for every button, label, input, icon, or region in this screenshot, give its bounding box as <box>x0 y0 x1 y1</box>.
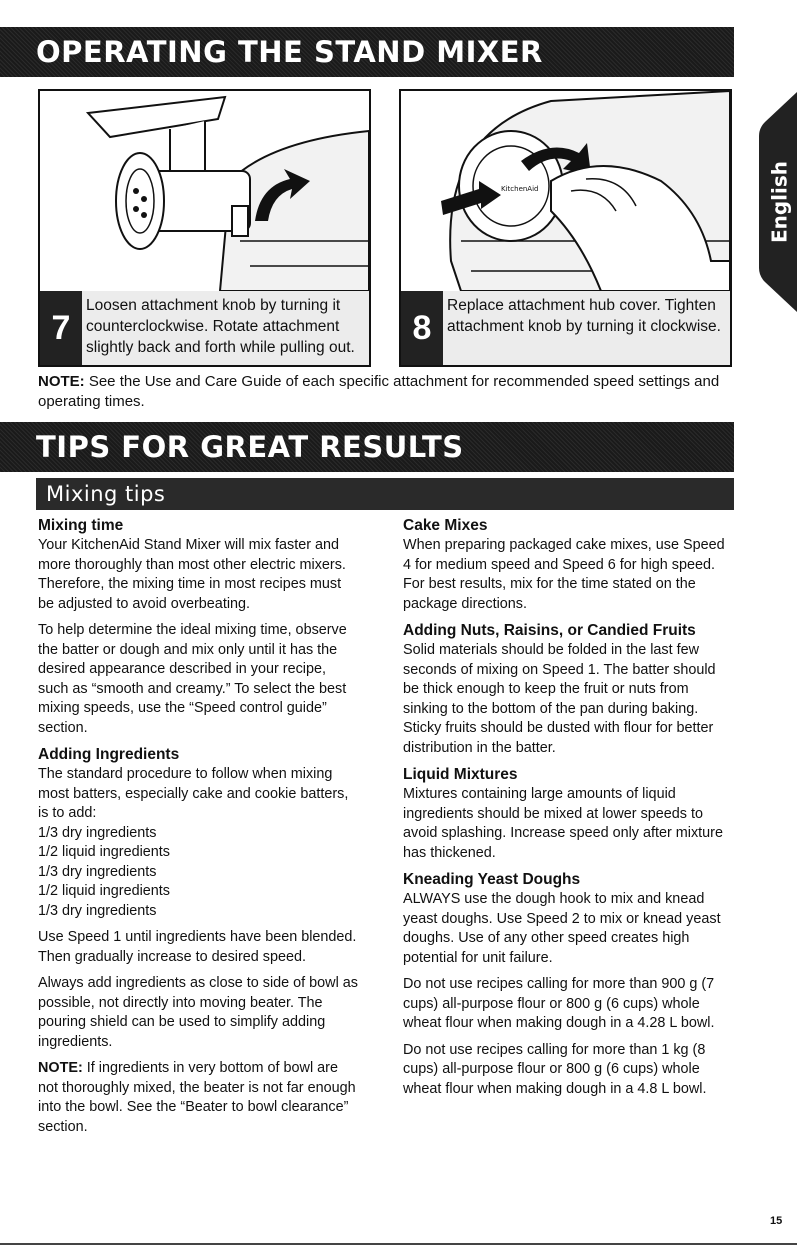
right-column <box>403 516 733 1106</box>
language-tab-label: English <box>767 160 792 244</box>
cake-mixes-heading: Cake Mixes <box>403 517 488 534</box>
step-8-number: 8 <box>401 291 443 365</box>
list-item: 1/3 dry ingredients <box>38 863 157 880</box>
kneading-paragraph-2: Do not use recipes calling for more than 900 g (7 cups) all-purpose flour or 800 g (6 cups) whole wheat flour when making dough in a 4.28 L bowl. <box>403 976 715 1031</box>
adding-ingredients-paragraph-1: The standard procedure to follow when mixing most batters, especially cake and cookie batters, is to add: <box>38 766 349 821</box>
step-8-caption <box>401 291 730 365</box>
section-title-operating: OPERATING THE STAND MIXER <box>0 27 734 77</box>
attachment-note <box>38 372 738 412</box>
liquid-mixtures-paragraph: Mixtures containing large amounts of liquid ingredients should be mixed at lower speeds to avoid splashing. Increase speed only after mixture has thickened. <box>403 786 723 861</box>
kneading-heading: Kneading Yeast Doughs <box>403 871 581 888</box>
nuts-paragraph: Solid materials should be folded in the last few seconds of mixing on Speed 1. The batter should be thick enough to keep the fruit or nuts from sinking to the bottom of the pan during baking. Sticky fruits should be dusted with flour for better distribution in the batter. <box>403 642 716 756</box>
mixing-time-heading: Mixing time <box>38 517 124 534</box>
note-label: NOTE: <box>38 373 85 390</box>
bowl-note <box>38 1059 358 1137</box>
left-column <box>38 516 358 1144</box>
step-7-number: 7 <box>40 291 82 365</box>
attachment-removal-illustration <box>40 91 369 291</box>
mixing-time-paragraph-2: To help determine the ideal mixing time, observe the batter or dough and mix only until it has the desired appearance described in your recipe, such as “smooth and creamy.” To select the best mixing speeds, use the “Speed control guide” section. <box>38 622 347 736</box>
list-item: 1/2 liquid ingredients <box>38 844 171 860</box>
liquid-mixtures-heading: Liquid Mixtures <box>403 766 518 783</box>
subsection-title-mixing-tips: Mixing tips <box>36 478 734 510</box>
adding-ingredients-heading: Adding Ingredients <box>38 746 180 763</box>
step-8-text: Replace attachment hub cover. Tighten attachment knob by turning it clockwise. <box>447 297 721 335</box>
page-number: 15 <box>770 1215 783 1227</box>
list-item: 1/3 dry ingredients <box>38 902 157 919</box>
mixing-time-paragraph-1: Your KitchenAid Stand Mixer will mix faster and more thoroughly than most other electric mixers. Therefore, the mixing time in most recipes must be adjusted to avoid overbeating. <box>38 537 346 612</box>
note-text: See the Use and Care Guide of each specific attachment for recommended speed settings and operating times. <box>38 373 720 410</box>
language-tab <box>737 92 797 312</box>
section-title-tips: TIPS FOR GREAT RESULTS <box>0 422 734 472</box>
nuts-heading: Adding Nuts, Raisins, or Candied Fruits <box>403 622 696 639</box>
cake-mixes-paragraph: When preparing packaged cake mixes, use Speed 4 for medium speed and Speed 6 for high speed. For best results, mix for the time stated on the package directions. <box>403 537 725 612</box>
kneading-paragraph-3: Do not use recipes calling for more than 1 kg (8 cups) all-purpose flour or 800 g (6 cups) whole wheat flour when making dough in a 4.8 L bowl. <box>403 1041 707 1097</box>
bowl-note-text: If ingredients in very bottom of bowl are not thoroughly mixed, the beater is not far enough into the bowl. See the “Beater to bowl clearance” section. <box>38 1060 356 1135</box>
figure-step-7 <box>38 89 371 367</box>
kneading-paragraph-1: ALWAYS use the dough hook to mix and knead yeast doughs. Use Speed 2 to mix or knead yeast doughs. Use of any other speed creates high potential for unit failure. <box>403 891 721 966</box>
hub-cover-illustration <box>401 91 730 291</box>
list-item: 1/3 dry ingredients <box>38 824 157 841</box>
step-7-text: Loosen attachment knob by turning it counterclockwise. Rotate attachment slightly back and forth while pulling out. <box>86 297 355 356</box>
step-7-caption <box>40 291 369 365</box>
ingredient-order-list <box>38 824 358 922</box>
brand-mark: KitchenAid <box>501 185 539 193</box>
figure-step-8 <box>399 89 732 367</box>
list-item: 1/2 liquid ingredients <box>38 883 171 899</box>
adding-ingredients-paragraph-3: Always add ingredients as close to side of bowl as possible, not directly into moving beater. The pouring shield can be used to simplify adding ingredients. <box>38 975 358 1050</box>
adding-ingredients-paragraph-2: Use Speed 1 until ingredients have been blended. Then gradually increase to desired speed. <box>38 929 357 965</box>
bowl-note-label: NOTE: <box>38 1060 83 1076</box>
